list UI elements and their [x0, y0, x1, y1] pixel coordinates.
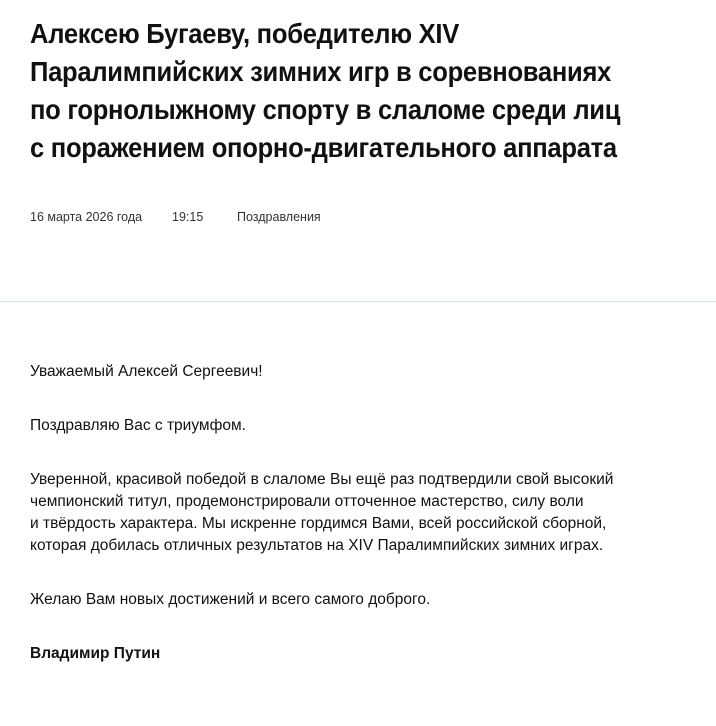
letter-signature: Владимир Путин [30, 645, 161, 662]
publish-time: 19:15 [172, 210, 204, 224]
letter-paragraph-1: Поздравляю Вас с триумфом. [30, 417, 246, 434]
paragraph-line: которая добилась отличных результатов на XIV Паралимпийских зимних играх. [30, 537, 604, 554]
article-header [30, 15, 690, 167]
paragraph-line: и твёрдость характера. Мы искренне гордимся Вами, всей российской сборной, [30, 515, 607, 532]
title-line: с поражением опорно-двигательного аппарата [30, 132, 617, 163]
category-link[interactable]: Поздравления [237, 210, 321, 224]
paragraph-line: чемпионский титул, продемонстрировали отточенное мастерство, силу воли [30, 493, 584, 510]
title-line: по горнолыжному спорту в слаломе среди лиц [30, 94, 621, 125]
title-line: Паралимпийских зимних игр в соревнованиях [30, 56, 612, 87]
letter-greeting: Уважаемый Алексей Сергеевич! [30, 363, 263, 380]
letter-body [30, 361, 690, 665]
title-line: Алексею Бугаеву, победителю XIV [30, 18, 459, 49]
publish-date: 16 марта 2026 года [30, 210, 143, 224]
letter-paragraph-2 [30, 469, 690, 557]
letter-paragraph-3: Желаю Вам новых достижений и всего самого доброго. [30, 591, 431, 608]
paragraph-line: Уверенной, красивой победой в слаломе Вы ещё раз подтвердили свой высокий [30, 471, 614, 488]
article-title [30, 15, 690, 167]
article-meta [30, 209, 321, 225]
header-divider [0, 301, 716, 302]
